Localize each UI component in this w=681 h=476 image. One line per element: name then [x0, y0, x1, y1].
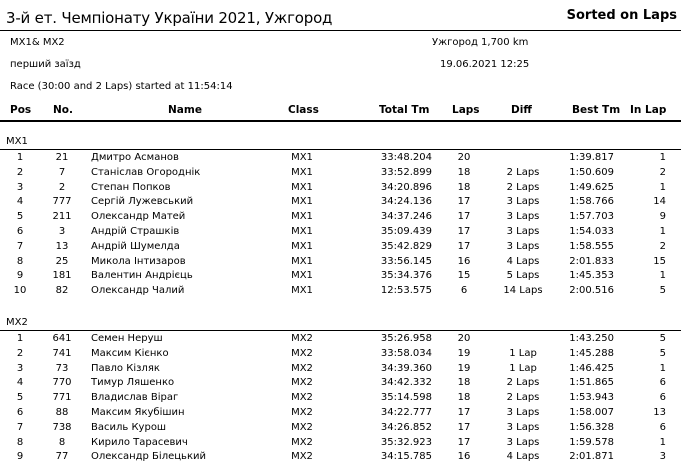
table-row	[0, 377, 681, 392]
cell-no: 181	[52, 270, 72, 282]
cell-best: 1:57.703	[569, 211, 614, 223]
session-info: перший заїзд	[10, 59, 81, 70]
sort-label: Sorted on Laps	[566, 8, 677, 23]
cell-laps: 16	[457, 451, 471, 463]
cell-name: Семен Неруш	[91, 333, 163, 344]
table-row	[0, 451, 681, 466]
header-rule	[0, 30, 681, 31]
cell-laps: 15	[457, 270, 471, 282]
table-row	[0, 167, 681, 182]
cell-best: 1:58.555	[569, 240, 614, 252]
cell-inlap: 14	[653, 196, 666, 208]
cell-no: 77	[55, 451, 69, 463]
cell-name: Олександр Білецький	[91, 451, 206, 463]
cell-diff: 2 Laps	[506, 392, 540, 404]
cell-pos: 4	[16, 196, 24, 208]
cell-diff: 1 Lap	[509, 347, 537, 359]
cell-inlap: 6	[659, 421, 666, 433]
cell-pos: 5	[16, 392, 24, 404]
cell-total: 35:42.829	[380, 240, 432, 252]
cell-total: 34:42.332	[380, 377, 432, 389]
cell-name: Дмитро Асманов	[91, 152, 179, 163]
cell-best: 1:43.250	[569, 333, 614, 344]
cell-laps: 16	[457, 255, 471, 267]
cell-laps: 19	[457, 362, 471, 374]
cell-diff: 3 Laps	[506, 226, 540, 237]
report-header	[0, 0, 681, 30]
cell-total: 35:09.439	[380, 226, 432, 237]
cell-best: 1:59.578	[569, 436, 614, 448]
cell-diff: 4 Laps	[506, 255, 540, 267]
cell-pos: 6	[16, 226, 24, 237]
cell-class: MX1	[291, 152, 313, 163]
cell-pos: 9	[16, 270, 24, 282]
cell-no: 741	[52, 347, 72, 359]
col-laps: Laps	[452, 104, 480, 116]
cell-name: Кирило Тарасевич	[91, 436, 188, 448]
cell-class: MX2	[291, 421, 313, 433]
cell-class: MX1	[291, 285, 313, 297]
cell-class: MX2	[291, 392, 313, 404]
cell-pos: 2	[16, 347, 24, 359]
cell-diff: 2 Laps	[506, 181, 540, 193]
cell-total: 33:48.204	[380, 152, 432, 163]
cell-total: 34:22.777	[380, 407, 432, 418]
cell-best: 2:01.871	[569, 451, 614, 463]
cell-name: Микола Інтизаров	[91, 255, 186, 267]
cell-inlap: 6	[659, 377, 666, 389]
table-row	[0, 437, 681, 452]
table-row	[0, 226, 681, 241]
cell-no: 771	[52, 392, 72, 404]
table-row	[0, 241, 681, 256]
cell-total: 34:26.852	[380, 421, 432, 433]
cell-best: 1:51.865	[569, 377, 614, 389]
cell-total: 34:37.246	[380, 211, 432, 223]
cell-inlap: 1	[659, 152, 666, 163]
cell-class: MX2	[291, 407, 313, 418]
cell-inlap: 2	[659, 166, 666, 178]
cell-name: Максим Кієнко	[91, 347, 169, 359]
cell-class: MX2	[291, 347, 313, 359]
cell-total: 12:53.575	[380, 285, 432, 297]
table-row	[0, 211, 681, 226]
col-inlap: In Lap	[630, 104, 667, 116]
cell-no: 21	[55, 152, 69, 163]
cell-class: MX1	[291, 166, 313, 178]
cell-class: MX1	[291, 196, 313, 208]
cell-inlap: 3	[659, 451, 666, 463]
table-row	[0, 285, 681, 300]
cell-no: 13	[55, 240, 69, 252]
cell-name: Тимур Ляшенко	[91, 377, 175, 389]
cell-no: 88	[55, 407, 69, 418]
cell-name: Сергій Лужевський	[91, 196, 194, 208]
table-row	[0, 333, 681, 348]
col-total: Total Tm	[379, 104, 430, 116]
cell-pos: 9	[16, 451, 24, 463]
col-best: Best Tm	[572, 104, 621, 116]
cell-no: 8	[58, 436, 66, 448]
cell-inlap: 13	[653, 407, 666, 418]
cell-name: Степан Попков	[91, 181, 171, 193]
cell-laps: 17	[457, 211, 471, 223]
cell-name: Василь Курош	[91, 421, 167, 433]
cell-class: MX1	[291, 240, 313, 252]
classes-info: MX1& MX2	[10, 37, 65, 48]
cell-best: 1:58.766	[569, 196, 614, 208]
cell-diff: 2 Laps	[506, 166, 540, 178]
cell-laps: 18	[457, 377, 471, 389]
cell-laps: 17	[457, 240, 471, 252]
cell-pos: 7	[16, 421, 24, 433]
cell-pos: 6	[16, 407, 24, 418]
cell-pos: 2	[16, 166, 24, 178]
cell-diff: 3 Laps	[506, 240, 540, 252]
table-row	[0, 348, 681, 363]
cell-best: 1:56.328	[569, 421, 614, 433]
datetime-info: 19.06.2021 12:25	[440, 59, 530, 70]
cell-diff: 3 Laps	[506, 407, 540, 418]
cell-no: 82	[55, 285, 69, 297]
cell-best: 1:58.007	[569, 407, 614, 418]
col-name: Name	[168, 104, 202, 116]
cell-inlap: 5	[659, 285, 666, 297]
cell-inlap: 15	[653, 255, 666, 267]
cell-pos: 8	[16, 255, 24, 267]
cell-name: Олександр Чалий	[91, 285, 185, 297]
cell-pos: 5	[16, 211, 24, 223]
cell-name: Максим Якубішин	[91, 407, 185, 418]
cell-laps: 20	[457, 333, 471, 344]
cell-class: MX2	[291, 451, 313, 463]
cell-no: 641	[52, 333, 72, 344]
cell-class: MX2	[291, 333, 313, 344]
table-row	[0, 152, 681, 167]
cell-total: 34:39.360	[380, 362, 432, 374]
col-pos: Pos	[10, 104, 32, 116]
table-row	[0, 407, 681, 422]
cell-diff: 3 Laps	[506, 211, 540, 223]
table-row	[0, 392, 681, 407]
cell-pos: 3	[16, 362, 24, 374]
cell-laps: 6	[460, 285, 468, 297]
race-info: Race (30:00 and 2 Laps) started at 11:54:14	[10, 81, 233, 92]
cell-total: 35:32.923	[380, 436, 432, 448]
cell-best: 1:46.425	[569, 362, 614, 374]
cell-best: 2:01.833	[569, 255, 614, 267]
cell-pos: 10	[13, 285, 27, 297]
class-group-label: MX1	[6, 136, 28, 147]
cell-total: 33:52.899	[380, 166, 432, 178]
cell-best: 1:45.353	[569, 270, 614, 282]
cell-best: 1:49.625	[569, 181, 614, 193]
cell-pos: 1	[16, 333, 24, 344]
cell-diff: 3 Laps	[506, 196, 540, 208]
cell-laps: 18	[457, 181, 471, 193]
cell-no: 2	[58, 181, 66, 193]
cell-total: 35:34.376	[380, 270, 432, 282]
cell-inlap: 1	[659, 362, 666, 374]
cell-diff: 4 Laps	[506, 451, 540, 463]
cell-class: MX1	[291, 181, 313, 193]
report-title: 3-й ет. Чемпіонату України 2021, Ужгород	[6, 9, 333, 27]
cell-inlap: 9	[659, 211, 666, 223]
track-info: Ужгород 1,700 km	[432, 37, 529, 48]
cell-diff: 1 Lap	[509, 362, 537, 374]
cell-pos: 8	[16, 436, 24, 448]
cell-pos: 3	[16, 181, 24, 193]
cell-no: 7	[58, 166, 66, 178]
table-row	[0, 256, 681, 271]
cell-total: 33:56.145	[380, 255, 432, 267]
cell-laps: 17	[457, 226, 471, 237]
cell-no: 73	[55, 362, 69, 374]
cell-diff: 3 Laps	[506, 436, 540, 448]
cell-name: Валентин Андрієць	[91, 270, 193, 282]
cell-pos: 4	[16, 377, 24, 389]
cell-laps: 17	[457, 196, 471, 208]
cell-best: 1:50.609	[569, 166, 614, 178]
cell-class: MX1	[291, 270, 313, 282]
cell-total: 33:58.034	[380, 347, 432, 359]
cell-best: 1:39.817	[569, 152, 614, 163]
cell-no: 211	[52, 211, 72, 223]
cell-inlap: 1	[659, 226, 666, 237]
cell-best: 2:00.516	[569, 285, 614, 297]
cell-laps: 18	[457, 392, 471, 404]
cell-laps: 19	[457, 347, 471, 359]
cell-name: Станіслав Огороднік	[91, 166, 201, 178]
cell-inlap: 1	[659, 181, 666, 193]
cell-inlap: 2	[659, 240, 666, 252]
cell-inlap: 5	[659, 333, 666, 344]
cell-inlap: 1	[659, 436, 666, 448]
cell-total: 34:24.136	[380, 196, 432, 208]
cell-name: Андрій Страшків	[91, 226, 180, 237]
col-diff: Diff	[511, 104, 532, 116]
class-group-label: MX2	[6, 317, 28, 328]
cell-pos: 1	[16, 152, 24, 163]
cell-class: MX1	[291, 211, 313, 223]
cell-total: 34:20.896	[380, 181, 432, 193]
cell-class: MX2	[291, 362, 313, 374]
class-group-rule	[0, 330, 681, 331]
cell-name: Олександр Матей	[91, 211, 186, 223]
cell-class: MX2	[291, 436, 313, 448]
cell-inlap: 6	[659, 392, 666, 404]
cell-no: 738	[52, 421, 72, 433]
col-no: No.	[53, 104, 73, 116]
cell-laps: 18	[457, 166, 471, 178]
table-row	[0, 182, 681, 197]
table-row	[0, 422, 681, 437]
cell-diff: 14 Laps	[503, 285, 543, 297]
cell-diff: 3 Laps	[506, 421, 540, 433]
table-row	[0, 196, 681, 211]
cell-laps: 20	[457, 152, 471, 163]
cell-best: 1:54.033	[569, 226, 614, 237]
cell-laps: 17	[457, 421, 471, 433]
cell-no: 25	[55, 255, 69, 267]
cell-best: 1:45.288	[569, 347, 614, 359]
table-row	[0, 363, 681, 378]
column-header-rule	[0, 120, 681, 122]
col-class: Class	[288, 104, 319, 116]
cell-pos: 7	[16, 240, 24, 252]
cell-laps: 17	[457, 407, 471, 418]
cell-class: MX2	[291, 377, 313, 389]
cell-no: 770	[52, 377, 72, 389]
cell-no: 3	[58, 226, 66, 237]
cell-inlap: 1	[659, 270, 666, 282]
table-row	[0, 270, 681, 285]
cell-class: MX1	[291, 226, 313, 237]
cell-total: 35:26.958	[380, 333, 432, 344]
cell-class: MX1	[291, 255, 313, 267]
cell-name: Павло Кізляк	[91, 362, 160, 374]
cell-diff: 2 Laps	[506, 377, 540, 389]
cell-name: Андрій Шумелда	[91, 240, 180, 252]
cell-total: 35:14.598	[380, 392, 432, 404]
cell-no: 777	[52, 196, 72, 208]
class-group-rule	[0, 149, 681, 150]
cell-total: 34:15.785	[380, 451, 432, 463]
cell-laps: 17	[457, 436, 471, 448]
cell-name: Владислав Віраг	[91, 392, 179, 404]
cell-best: 1:53.943	[569, 392, 614, 404]
cell-diff: 5 Laps	[506, 270, 540, 282]
cell-inlap: 5	[659, 347, 666, 359]
